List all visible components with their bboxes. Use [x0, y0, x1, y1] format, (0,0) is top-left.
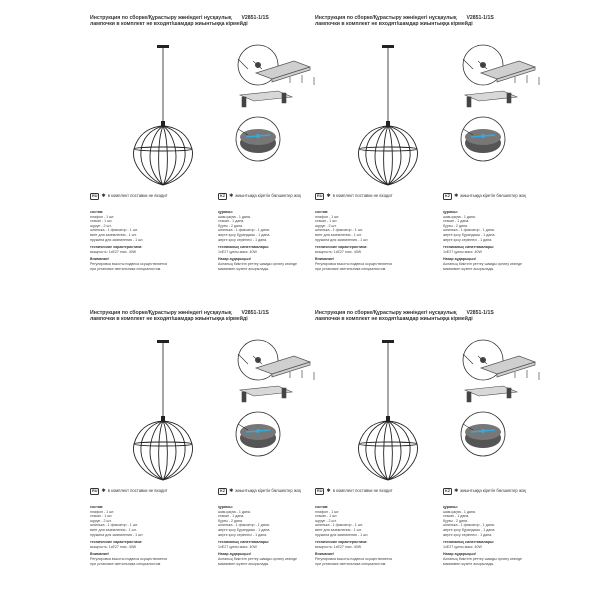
kz-badge: KZ [445, 194, 451, 198]
ru-specs: состав: плафон - 1 шт. стакан - 1 шт. шуруп - 2 шт. шпилька - 1 фиксатор - 1 шт. винт для заземления - 1 шт. пружина для заземления - 1 шт. технические характеристики: мощность: 1xE27 max. 40W Внимание! Регулировка высоты подвеса осуществляется при установке светильника специалистом. [90, 505, 168, 566]
ru-specs: состав: плафон - 1 шт. стакан - 1 шт. шуруп - 2 шт. шпилька - 1 фиксатор - 1 шт. винт для заземления - 1 шт. пружина для заземления - 1 шт. технические характеристики: мощность: 1xE27 max. 40W Внимание! Регулировка высоты подвеса осуществляется при установке светильника специалистом. [315, 505, 393, 566]
kz-specs: құрамы: шам-қақпа - 1 дана. стакан - 1 дана. бұрғы - 2 дана. шпилька - 1 фиксатор - 1 дана. жерге қосу бұрандасы - 1 дана. жерге қосу серіппесі - 1 дана. техникалық сипаттамалары: 1xE27 қуаты макс. 40W Назар аударыңыз! Аспаның биіктігін реттеу шамды орнату кезінде маманмен жүзеге асырылады. [443, 210, 523, 271]
completeness-row-kz: KZ ✱ жиынтыққа кіретін бөлшектер жоқ [220, 488, 301, 494]
completeness-row: RU ✱ в комплект поставки не входит [92, 193, 168, 199]
ru-specs: состав: плафон - 1 шт. стакан - 1 шт. шуруп - 2 шт. шпилька - 1 фиксатор - 1 шт. винт для заземления - 1 шт. пружина для заземления - 1 шт. технические характеристики: мощность: 1xE27 max. 40W Внимание! Регулировка высоты подвеса осуществляется при установке светильника специалистом. [315, 210, 393, 271]
kz-specs: құрамы: шам-қақпа - 1 дана. стакан - 1 дана. бұрғы - 2 дана. шпилька - 1 фиксатор - 1 дана. жерге қосу бұрандасы - 1 дана. жерге қосу серіппесі - 1 дана. техникалық сипаттамалары: 1xE27 қуаты макс. 40W Назар аударыңыз! Аспаның биіктігін реттеу шамды орнату кезінде маманмен жүзеге асырылады. [218, 505, 298, 566]
panel-title: Инструкция по сборке/Құрастыру жөніндегі нұсқаулық V2851-1/1S лампочки в комплект не входят/шамдар жиынтыққа кірмейді [315, 15, 494, 28]
ru-badge: RU [92, 194, 98, 198]
completeness-row: RU ✱ в комплект поставки не входит [92, 488, 168, 494]
star-icon: ✱ [229, 193, 234, 199]
kz-specs: құрамы: шам-қақпа - 1 дана. стакан - 1 дана. бұрғы - 2 дана. шпилька - 1 фиксатор - 1 дана. жерге қосу бұрандасы - 1 дана. жерге қосу серіппесі - 1 дана. техникалық сипаттамалары: 1xE27 қуаты макс. 40W Назар аударыңыз! Аспаның биіктігін реттеу шамды орнату кезінде маманмен жүзеге асырылады. [443, 505, 523, 566]
mounting-diagram [443, 43, 563, 171]
pendant-lamp-illustration [128, 45, 198, 205]
star-icon: ✱ [101, 488, 106, 494]
star-icon: ✱ [326, 193, 331, 199]
kz-badge: KZ [445, 489, 451, 493]
star-icon: ✱ [229, 488, 234, 494]
completeness-row: RU ✱ в комплект поставки не входит [317, 193, 393, 199]
pendant-lamp-illustration [353, 45, 423, 205]
ru-badge: RU [317, 194, 323, 198]
kz-specs: құрамы: шам-қақпа - 1 дана. стакан - 1 дана. бұрғы - 2 дана. шпилька - 1 фиксатор - 1 дана. жерге қосу бұрандасы - 1 дана. жерге қосу серіппесі - 1 дана. техникалық сипаттамалары: 1xE27 қуаты макс. 40W Назар аударыңыз! Аспаның биіктігін реттеу шамды орнату кезінде маманмен жүзеге асырылады. [218, 210, 298, 271]
panel-title: Инструкция по сборке/Құрастыру жөніндегі нұсқаулық V2851-1/1S лампочки в комплект не входят/шамдар жиынтыққа кірмейді [90, 15, 269, 28]
ru-specs: состав: плафон - 1 шт. стакан - 1 шт. шуруп - 2 шт. шпилька - 1 фиксатор - 1 шт. винт для заземления - 1 шт. пружина для заземления - 1 шт. технические характеристики: мощность: 1xE27 max. 40W Внимание! Регулировка высоты подвеса осуществляется при установке светильника специалистом. [90, 210, 168, 271]
instruction-panel-bottom-right [315, 310, 585, 595]
panel-title: Инструкция по сборке/Құрастыру жөніндегі нұсқаулық V2851-1/1S лампочки в комплект не входят/шамдар жиынтыққа кірмейді [90, 310, 269, 323]
ru-badge: RU [317, 489, 323, 493]
instruction-panel-top-right [315, 15, 585, 300]
completeness-row: RU ✱ в комплект поставки не входит [317, 488, 393, 494]
pendant-lamp-illustration [128, 340, 198, 500]
kz-badge: KZ [220, 489, 226, 493]
completeness-row-kz: KZ ✱ жиынтыққа кіретін бөлшектер жоқ [445, 488, 526, 494]
kz-badge: KZ [220, 194, 226, 198]
star-icon: ✱ [454, 488, 459, 494]
star-icon: ✱ [326, 488, 331, 494]
completeness-row-kz: KZ ✱ жиынтыққа кіретін бөлшектер жоқ [220, 193, 301, 199]
star-icon: ✱ [454, 193, 459, 199]
star-icon: ✱ [101, 193, 106, 199]
completeness-row-kz: KZ ✱ жиынтыққа кіретін бөлшектер жоқ [445, 193, 526, 199]
panel-title: Инструкция по сборке/Құрастыру жөніндегі нұсқаулық V2851-1/1S лампочки в комплект не входят/шамдар жиынтыққа кірмейді [315, 310, 494, 323]
pendant-lamp-illustration [353, 340, 423, 500]
mounting-diagram [443, 338, 563, 466]
ru-badge: RU [92, 489, 98, 493]
